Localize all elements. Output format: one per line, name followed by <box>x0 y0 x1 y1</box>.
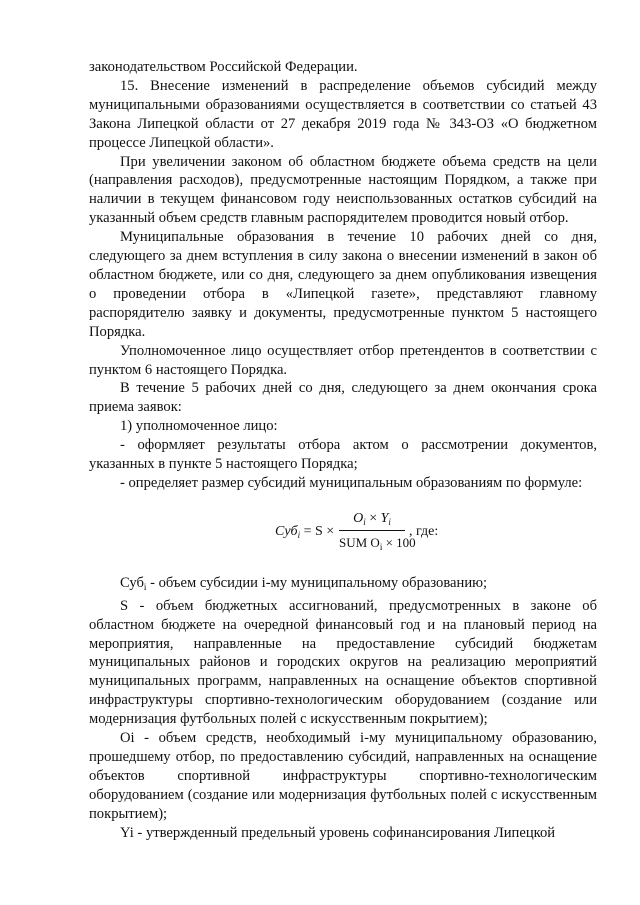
paragraph-authorized-selection: Уполномоченное лицо осуществляет отбор претендентов в соответствии с пунктом 6 настоящего Порядка. <box>89 342 597 378</box>
formula-tail: , где: <box>409 523 439 539</box>
paragraph-law-end: законодательством Российской Федерации. <box>89 59 358 75</box>
paragraph-item-15: 15. Внесение изменений в распределение объемов субсидий между муниципальными образованиями осуществляется в соответствии со статьей 43 Закона Липецкой области от 27 декабря 2019 года № 343-ОЗ «О бюджетном процессе Липецкой области». <box>89 77 597 151</box>
paragraph-budget-increase: При увеличении законом об областном бюджете объема средств на цели (направления расходов), предусмотренные настоящим Порядком, а также при наличии в текущем финансовом году неиспользованных остатков субсидий на указанный объем средств главным распорядителем проводится новый отбор. <box>89 153 597 227</box>
definition-s: S - объем бюджетных ассигнований, предусмотренных в законе об областном бюджете на очередной финансовый год и на плановый период на мероприятия, направленные на предоставление субсидий бюджетам муниципальных районов и городских округов на реализацию мероприятий муниципальных программ, направленных на оснащение объектов спортивной инфраструктуры спортивно-технологическим оборудованием (создание или модернизация футбольных полей с искусственным покрытием); <box>89 597 597 728</box>
definition-oi: Oi - объем средств, необходимый i-му муниципальному образованию, прошедшему отбор, по предоставлению субсидий, направленных на оснащение объектов спортивной инфраструктуры спортивно-технологическим оборудованием (создание или модернизация футбольных полей с искусственным покрытием); <box>89 730 597 822</box>
formula-fraction <box>339 510 416 556</box>
formula-denominator: SUM $O_i \times 100$ <box>339 534 416 552</box>
paragraph-dash-act: - оформляет результаты отбора актом о рассмотрении документов, указанных в пункте 5 настоящего Порядка; <box>89 437 597 473</box>
definition-sub-i: Суб$_i$ - объем субсидии i-му муниципальному образованию; <box>120 574 488 592</box>
formula-numerator: $O_i \times Y_i$ <box>353 510 391 527</box>
subsidy-formula <box>89 510 597 556</box>
paragraph-municipal-application: Муниципальные образования в течение 10 рабочих дней со дня, следующего за днем вступления в силу закона о внесении изменений в закон об областном бюджете, или со дня, следующего за днем опубликования извещения о проведении отбора в «Липецкой газете», представляют главному распорядителю заявку и документы, предусмотренные пунктом 5 настоящего Порядка. <box>89 229 597 340</box>
definition-yi: Yi - утвержденный предельный уровень софинансирования Липецкой <box>120 824 556 841</box>
paragraph-list-item-1: 1) уполномоченное лицо: <box>120 418 278 435</box>
document-page <box>89 58 597 843</box>
formula-fraction-bar <box>339 530 405 531</box>
formula-lhs: Суб$_i$ = S × <box>275 523 335 540</box>
paragraph-dash-formula: - определяет размер субсидий муниципальным образованиям по формуле: <box>120 474 583 491</box>
paragraph-five-days: В течение 5 рабочих дней со дня, следующего за днем окончания срока приема заявок: <box>89 380 597 416</box>
